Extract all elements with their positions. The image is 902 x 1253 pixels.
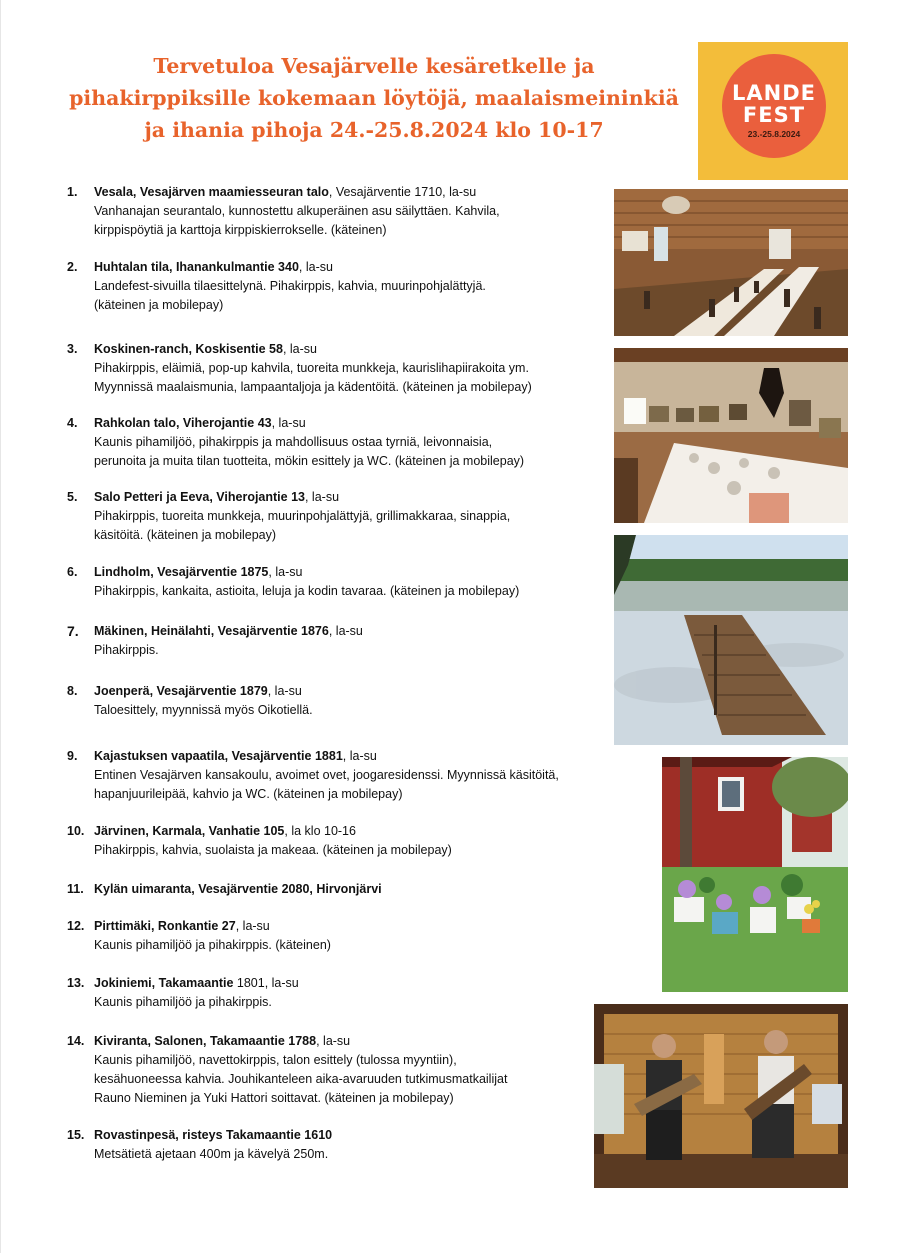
entry-name: Rovastinpesä, risteys Takamaantie 1610 xyxy=(94,1128,333,1142)
entry-description: kirppispöytiä ja karttoja kirppiskierrokselle. (käteinen) xyxy=(94,223,387,237)
entry-description: Rauno Nieminen ja Yuki Hattori soittavat. (käteinen ja mobilepay) xyxy=(94,1091,454,1105)
list-item xyxy=(67,822,452,860)
list-item xyxy=(67,747,559,804)
entry-description: Pihakirppis, tuoreita munkkeja, muurinpohjalättyjä, grillimakkaraa, sinappia, xyxy=(94,509,511,523)
entry-number: 2. xyxy=(67,260,78,274)
entry-number: 13. xyxy=(67,976,85,990)
entry-name: Huhtalan tila, Ihanankulmantie 340 xyxy=(94,260,299,274)
entry-name: Pirttimäki, Ronkantie 27 xyxy=(94,919,236,933)
entry-address-days: , la-su xyxy=(267,684,302,698)
entry-address-days: , la-su xyxy=(268,565,303,579)
entry-description: hapanjuurileipää, kahvio ja WC. (käteinen ja mobilepay) xyxy=(94,787,403,801)
entry-number: 12. xyxy=(67,919,85,933)
entry-description: Taloesittely, myynnissä myös Oikotiellä. xyxy=(94,703,313,717)
entry-description: Metsätietä ajetaan 400m ja kävelyä 250m. xyxy=(94,1147,329,1161)
logo-circle xyxy=(722,54,826,158)
list-item xyxy=(67,917,331,955)
entry-number: 3. xyxy=(67,342,78,356)
entry-name: Salo Petteri ja Eeva, Viherojantie 13 xyxy=(94,490,305,504)
entry-description: Myynnissä maalaismunia, lampaantaljoja ja kädentöitä. (käteinen ja mobilepay) xyxy=(94,380,532,394)
entry-number: 11. xyxy=(67,882,84,896)
entry-number: 4. xyxy=(67,416,78,430)
list-item xyxy=(67,563,519,601)
list-item xyxy=(67,1032,507,1108)
entry-address-days: , la-su xyxy=(316,1034,351,1048)
photo-garden-flowers xyxy=(662,757,848,992)
photo-lake-pier xyxy=(614,535,848,745)
entry-name: Jokiniemi, Takamaantie xyxy=(94,976,234,990)
entry-description: Pihakirppis, kankaita, astioita, leluja ja kodin tavaraa. (käteinen ja mobilepay) xyxy=(94,584,520,598)
entry-description: kesähuoneessa kahvia. Jouhikanteleen aika-avaruuden tutkimusmatkailijat xyxy=(94,1072,508,1086)
entry-name: Kiviranta, Salonen, Takamaantie 1788 xyxy=(94,1034,317,1048)
logo-dates: 23.-25.8.2024 xyxy=(747,129,801,139)
entry-description: perunoita ja muita tilan tuotteita, mökin esittely ja WC. (käteinen ja mobilepay) xyxy=(94,454,525,468)
entry-address-days: 1801, la-su xyxy=(233,976,299,990)
photo-musicians xyxy=(594,1004,848,1188)
entry-name: Kajastuksen vapaatila, Vesajärventie 1881 xyxy=(94,749,343,763)
list-item xyxy=(67,258,486,315)
entry-description: käsitöitä. (käteinen ja mobilepay) xyxy=(94,528,277,542)
list-item xyxy=(67,1126,332,1164)
entry-description: (käteinen ja mobilepay) xyxy=(94,298,224,312)
entry-address-days: , la klo 10-16 xyxy=(284,824,356,838)
entry-description: Pihakirppis, kahvia, suolaista ja makeaa. (käteinen ja mobilepay) xyxy=(94,843,452,857)
entry-number: 15. xyxy=(67,1128,85,1142)
entry-address-days: , la-su xyxy=(328,624,363,638)
list-item xyxy=(67,682,313,720)
entry-number: 6. xyxy=(67,565,78,579)
entry-description: Kaunis pihamiljöö ja pihakirppis. xyxy=(94,995,272,1009)
list-item xyxy=(67,974,299,1012)
entry-description: Entinen Vesajärven kansakoulu, avoimet ovet, joogaresidenssi. Myynnissä käsitöitä, xyxy=(94,768,559,782)
entry-description: Vanhanajan seurantalo, kunnostettu alkuperäinen asu säilyttäen. Kahvila, xyxy=(94,204,500,218)
list-item xyxy=(67,183,500,240)
entry-number: 10. xyxy=(67,824,85,838)
photo-hall-interior xyxy=(614,189,848,336)
logo-word-lande: LANDE xyxy=(732,81,816,105)
landefest-logo xyxy=(698,42,848,180)
entry-description: Kaunis pihamiljöö ja pihakirppis. (käteinen) xyxy=(94,938,331,952)
entry-name: Rahkolan talo, Viherojantie 43 xyxy=(94,416,272,430)
entry-description: Landefest-sivuilla tilaesittelynä. Pihakirppis, kahvia, muurinpohjalättyjä. xyxy=(94,279,486,293)
entry-description: Pihakirppis. xyxy=(94,643,159,657)
entry-name: Lindholm, Vesajärventie 1875 xyxy=(94,565,269,579)
entry-address-days: , la-su xyxy=(298,260,333,274)
entry-name: Koskinen-ranch, Koskisentie 58 xyxy=(94,342,283,356)
logo-word-fest: FEST xyxy=(742,103,806,127)
entry-address-days: , la-su xyxy=(282,342,317,356)
entry-number: 9. xyxy=(67,749,78,763)
entry-name: Kylän uimaranta, Vesajärventie 2080, Hirvonjärvi xyxy=(94,882,382,896)
entry-number: 14. xyxy=(67,1034,85,1048)
entry-address-days: , la-su xyxy=(235,919,270,933)
list-item xyxy=(67,880,382,899)
entry-number: 1. xyxy=(67,185,78,199)
entry-description: Kaunis pihamiljöö, navettokirppis, talon esittely (tulossa myyntiin), xyxy=(94,1053,457,1067)
list-item xyxy=(67,488,510,545)
title-line-2: pihakirppiksille kokemaan löytöjä, maalaismeininkiä xyxy=(69,86,679,110)
entry-number: 8. xyxy=(67,684,78,698)
entry-name: Mäkinen, Heinälahti, Vesajärventie 1876 xyxy=(94,624,329,638)
list-item xyxy=(67,340,532,397)
entry-name: Vesala, Vesajärven maamiesseuran talo xyxy=(94,185,329,199)
list-item xyxy=(67,414,524,471)
entry-description: Pihakirppis, eläimiä, pop-up kahvila, tuoreita munkkeja, kaurislihapiirakoita ym. xyxy=(94,361,529,375)
entry-address-days: , la-su xyxy=(271,416,306,430)
entry-number: 7. xyxy=(67,623,79,639)
entry-description: Kaunis pihamiljöö, pihakirppis ja mahdollisuus ostaa tyrniä, leivonnaisia, xyxy=(94,435,493,449)
entry-address-days: , Vesajärventie 1710, la-su xyxy=(328,185,477,199)
title-line-1: Tervetuloa Vesajärvelle kesäretkelle ja xyxy=(153,54,595,78)
title-line-3: ja ihania pihoja 24.-25.8.2024 klo 10-17 xyxy=(144,118,604,142)
entry-address-days: , la-su xyxy=(304,490,340,504)
entry-number: 5. xyxy=(67,490,78,504)
list-item xyxy=(67,622,363,660)
entry-name: Joenperä, Vesajärventie 1879 xyxy=(94,684,268,698)
entry-name: Järvinen, Karmala, Vanhatie 105 xyxy=(94,824,285,838)
page-title xyxy=(59,50,689,146)
photo-market-table xyxy=(614,348,848,523)
entry-address-days: , la-su xyxy=(342,749,377,763)
